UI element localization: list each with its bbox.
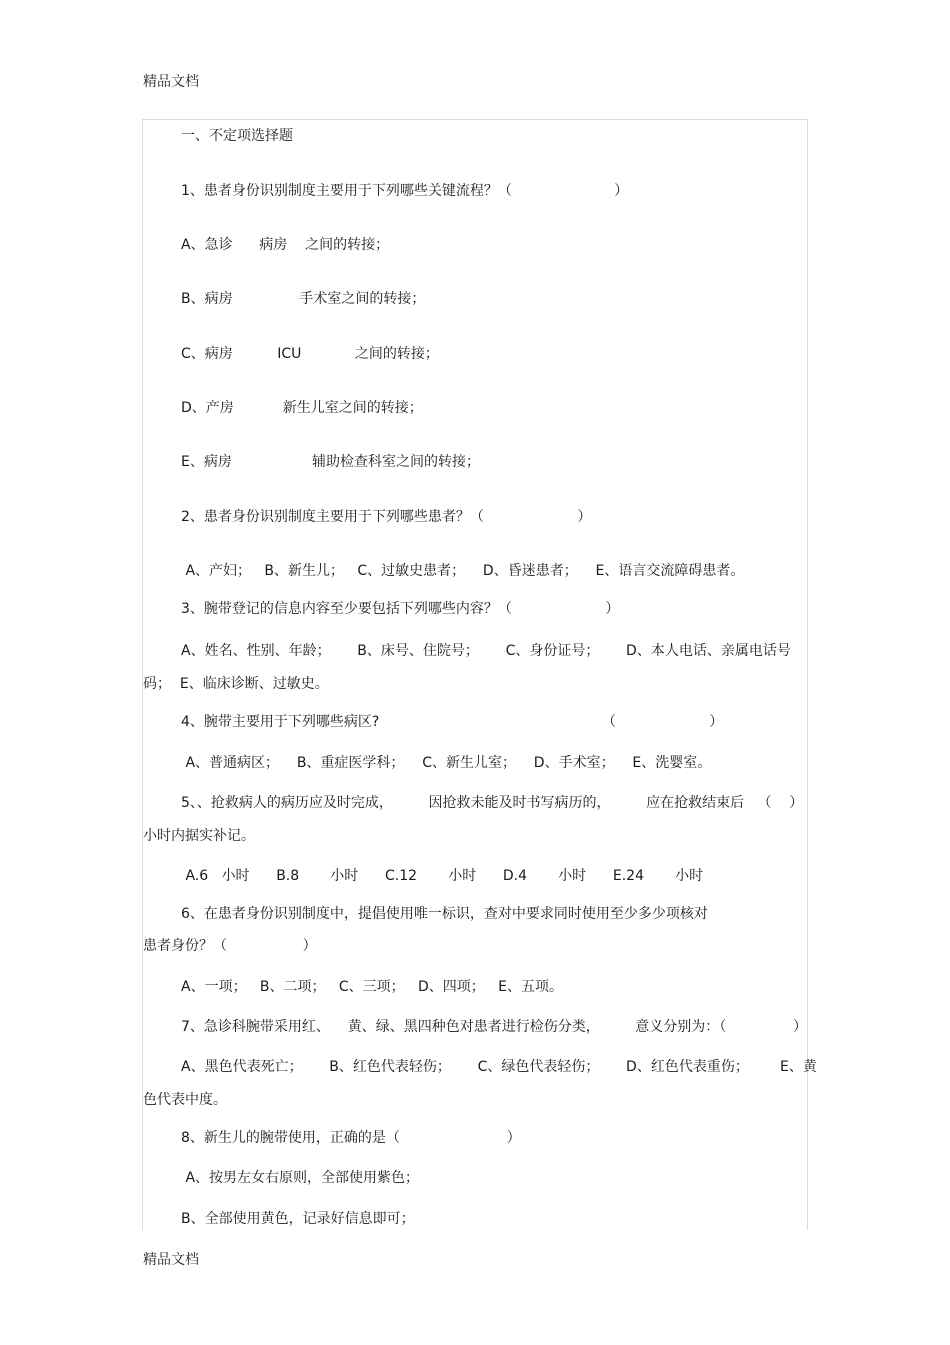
q8-option-b: B、全部使用黄色，记录好信息即可； (181, 1211, 415, 1227)
q5-options: A.6 小时 B.8 小时 C.12 小时 D.4 小时 E.24 小时 (181, 868, 704, 884)
question-2: 2、患者身份识别制度主要用于下列哪些患者？（ ） (181, 509, 592, 525)
question-1: 1、患者身份识别制度主要用于下列哪些关键流程？（ ） (181, 183, 629, 199)
q1-option-d: D、产房 新生儿室之间的转接； (181, 400, 423, 416)
question-6-line1: 6、在患者身份识别制度中，提倡使用唯一标识，查对中要求同时使用至少多少项核对 (181, 906, 708, 922)
q3-options-line2: 码； E、临床诊断、过敏史。 (143, 676, 329, 692)
question-5-line1: 5、、抢救病人的病历应及时完成， 因抢救未能及时书写病历的， 应在抢救结束后 （ ） (181, 795, 804, 811)
question-7: 7、急诊科腕带采用红、 黄、绿、黑四种色对患者进行检伤分类， 意义分别为：（ ） (181, 1019, 808, 1035)
q1-option-e: E、病房 辅助检查科室之间的转接； (181, 454, 480, 470)
question-4: 4、腕带主要用于下列哪些病区? （ ） (181, 714, 724, 730)
section-title: 一、不定项选择题 (181, 128, 293, 144)
q1-option-a: A、急诊 病房 之间的转接； (181, 237, 390, 253)
question-3: 3、腕带登记的信息内容至少要包括下列哪些内容？（ ） (181, 601, 620, 617)
page-footer: 精品文档 (143, 1252, 199, 1268)
question-5-line2: 小时内据实补记。 (143, 828, 255, 844)
q1-option-c: C、病房 ICU 之间的转接； (181, 346, 439, 362)
question-6-line2: 患者身份？（ ） (143, 938, 317, 954)
q4-options: A、普通病区； B、重症医学科； C、新生儿室； D、手术室； E、洗婴室。 (181, 755, 712, 771)
page-header: 精品文档 (143, 74, 199, 90)
q8-option-a: A、按男左女右原则，全部使用紫色； (181, 1170, 420, 1186)
q3-options-line1: A、姓名、性别、年龄； B、床号、住院号； C、身份证号； D、本人电话、亲属电话号 (181, 643, 791, 659)
q7-options-line2: 色代表中度。 (143, 1092, 227, 1108)
q7-options-line1: A、黑色代表死亡； B、红色代表轻伤； C、绿色代表轻伤； D、红色代表重伤； E、黄 (181, 1059, 817, 1075)
q1-option-b: B、病房 手术室之间的转接； (181, 291, 426, 307)
q2-options: A、产妇； B、新生儿； C、过敏史患者； D、昏迷患者； E、语言交流障碍患者。 (181, 563, 745, 579)
q6-options: A、一项； B、二项； C、三项； D、四项； E、五项。 (181, 979, 563, 995)
question-8: 8、新生儿的腕带使用，正确的是（ ） (181, 1130, 521, 1146)
